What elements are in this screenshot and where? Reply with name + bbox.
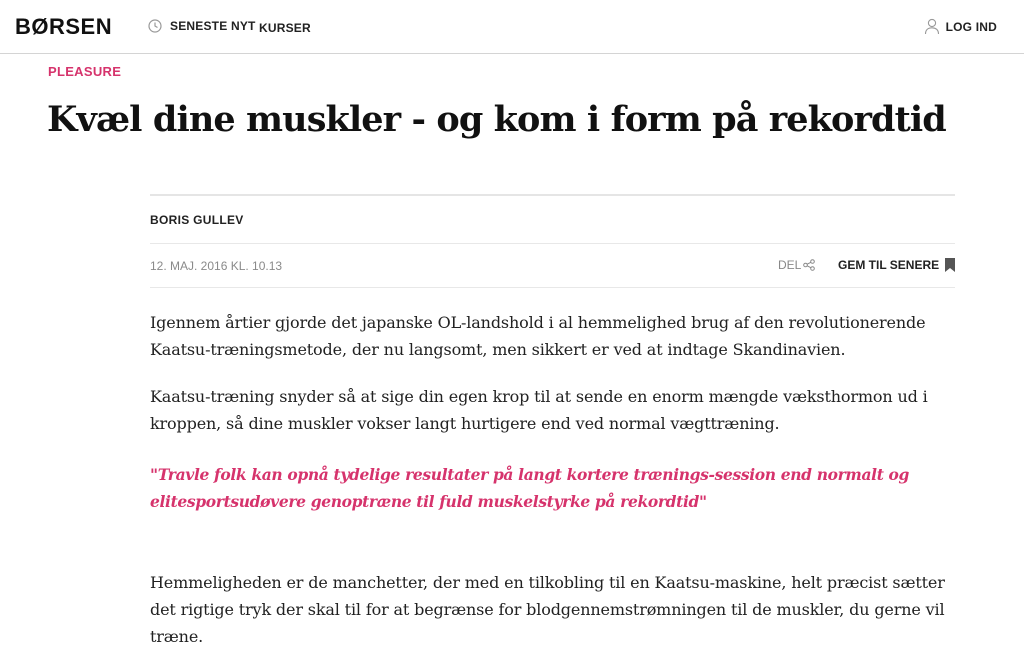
- divider: [150, 194, 955, 196]
- save-for-later-button[interactable]: [838, 258, 955, 272]
- bookmark-icon: [945, 258, 955, 272]
- site-logo[interactable]: BØRSEN: [15, 14, 113, 39]
- publish-date: 12. MAJ. 2016 KL. 10.13: [150, 259, 283, 273]
- top-header: [0, 0, 1024, 54]
- article-paragraph: Igennem årtier gjorde det japanske OL-landshold i al hemmelighed brug af den revolutionerende Kaatsu-træningsmetode, der nu langsomt, men sikkert er ved at indtage Skandinavien.: [150, 313, 926, 359]
- share-icon: [803, 259, 815, 271]
- article-headline: Kvæl dine muskler - og kom i form på rekordtid: [47, 99, 946, 140]
- divider: [150, 243, 955, 244]
- article-paragraph: Kaatsu-træning snyder så at sige din egen krop til at sende en enorm mængde væksthormon ud i kroppen, så dine muskler vokser langt hurtigere end ved normal vægttræning.: [150, 387, 928, 433]
- article-paragraph: Hemmeligheden er de manchetter, der med en tilkobling til en Kaatsu-maskine, helt præcist sætter det rigtige tryk der skal til for at begrænse for blodgennemstrømningen til de muskler, du gerne vil træne.: [150, 573, 945, 646]
- nav-courses[interactable]: KURSER: [259, 21, 311, 35]
- save-label: GEM TIL SENERE: [838, 258, 940, 272]
- section-label[interactable]: PLEASURE: [48, 64, 122, 79]
- login-button[interactable]: [924, 18, 997, 35]
- pull-quote: "Travle folk kan opnå tydelige resultater på langt kortere trænings-session end normalt og elitesportsudøvere genoptræne til fuld muskelstyrke på rekordtid": [150, 465, 910, 511]
- user-icon: [924, 18, 940, 35]
- share-button[interactable]: [778, 258, 815, 272]
- login-label: LOG IND: [945, 19, 997, 34]
- author-name[interactable]: BORIS GULLEV: [150, 213, 244, 227]
- nav-latest-news[interactable]: [148, 19, 256, 33]
- clock-icon: [148, 19, 162, 33]
- nav-latest-news-label: SENESTE NYT: [170, 19, 256, 33]
- share-label: DEL: [778, 258, 802, 272]
- divider: [150, 287, 955, 288]
